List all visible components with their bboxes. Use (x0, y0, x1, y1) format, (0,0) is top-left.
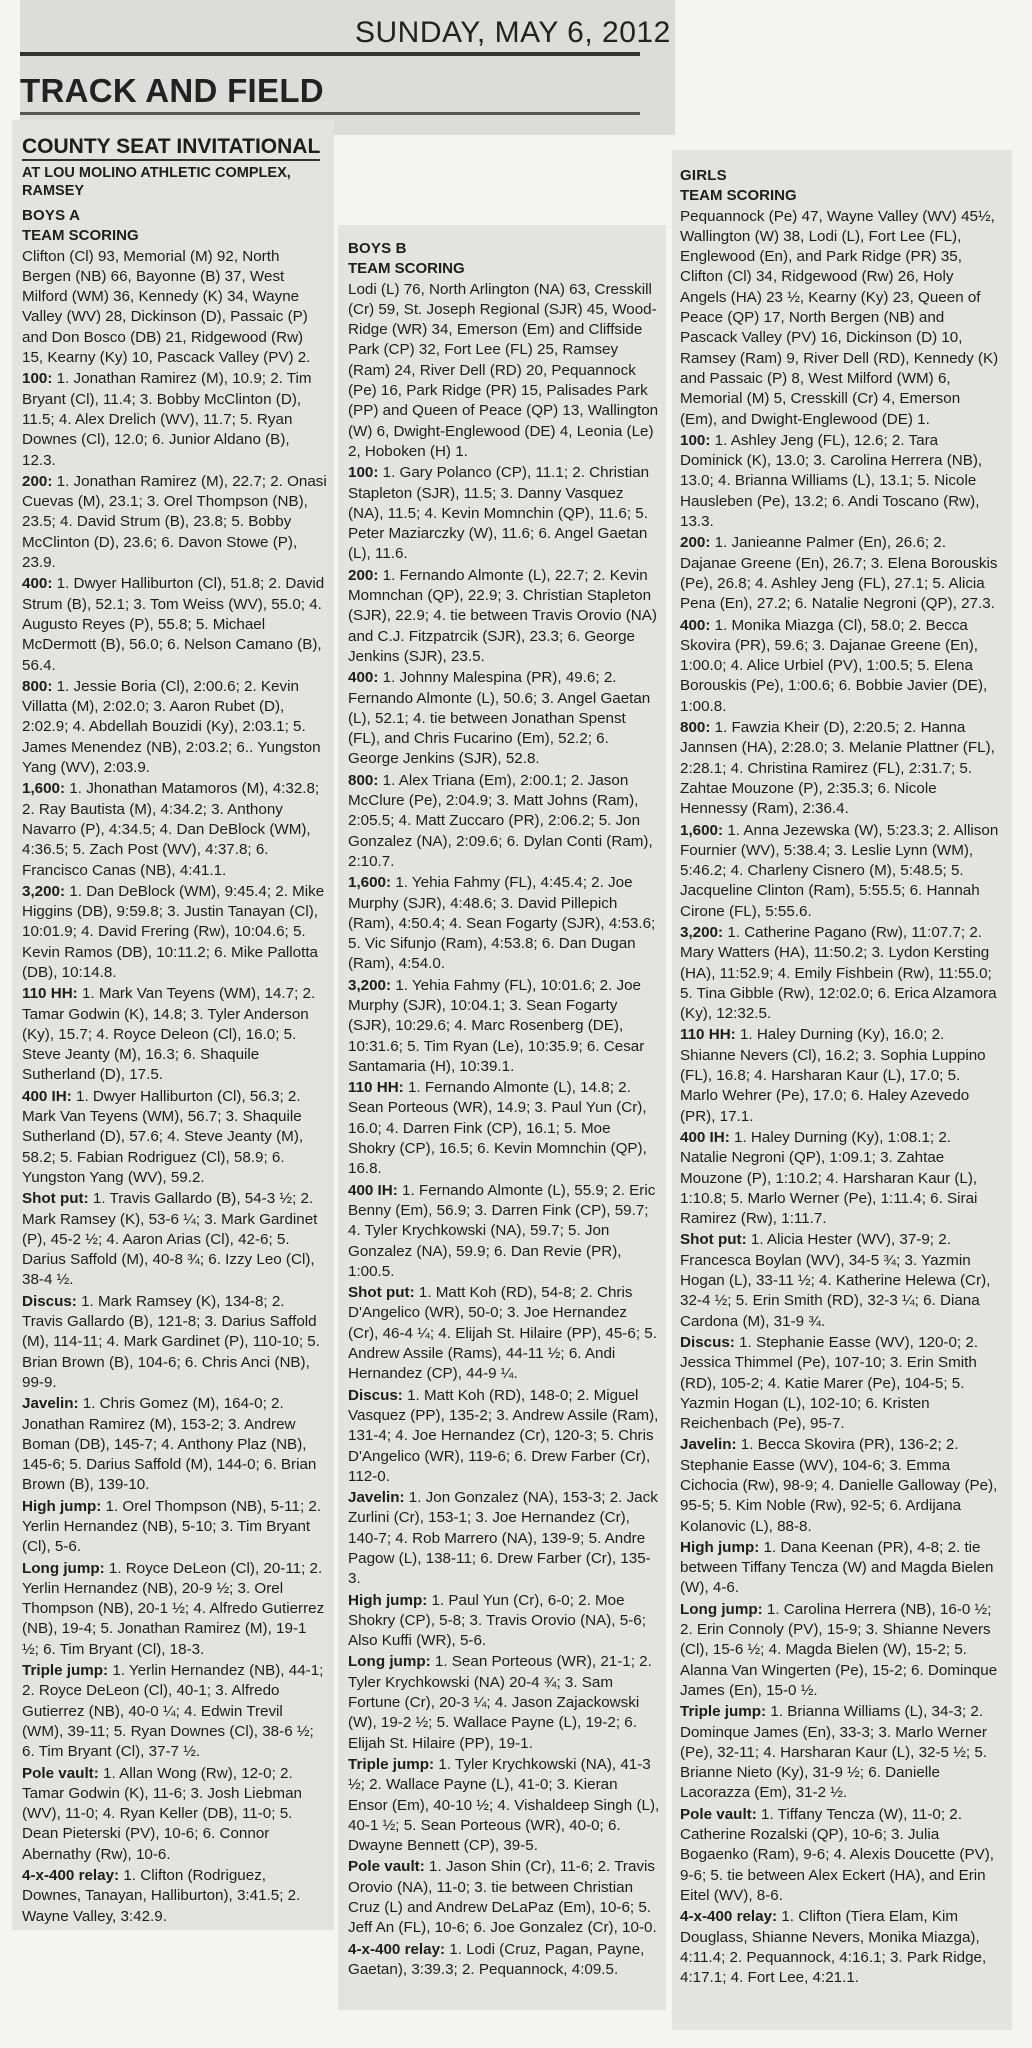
event-text: 1. Fawzia Kheir (D), 2:20.5; 2. Hanna Jannsen (HA), 2:28.0; 3. Melanie Plattner (FL), 2:28.1; 4. Christina Ramirez (FL), 2:31.7; 5. Zahtae Mouzone (P), 2:35.3; 6. Nicole Hennessy (Ram), 2:36.4. (680, 719, 995, 818)
event-name: Triple jump: (348, 1755, 435, 1773)
event-result (348, 1078, 660, 1179)
event-result (680, 718, 1000, 819)
event-result (348, 873, 660, 974)
event-text: 1. Travis Gallardo (B), 54-3 ½; 2. Mark Ramsey (K), 53-6 ¼; 3. Mark Gardinet (P), 45-2 ½; 4. Aaron Arias (Cl), 42-6; 5. Darius Saffold (M), 40-8 ¾; 6. Izzy Leo (Cl), 38-4 ½. (22, 1190, 318, 1289)
girls-heading: GIRLS (680, 167, 727, 184)
event-name: 400: (348, 669, 379, 687)
event-text: 1. Alicia Hester (WV), 37-9; 2. Francesca Boylan (WV), 34-5 ¾; 3. Yazmin Hogan (L), 33-11 ½; 4. Katherine Helewa (Cr), 32-4 ½; 5. Erin Smith (RD), 32-3 ¼; 6. Diana Cardona (M), 31-9 ¾. (680, 1231, 991, 1330)
girls-column (680, 160, 1000, 1989)
event-result (22, 1292, 327, 1393)
event-text: 1. Anna Jezewska (W), 5:23.3; 2. Allison Fournier (WV), 5:38.4; 3. Leslie Lynn (WM), 5:46.2; 4. Charleny Cisnero (M), 5:48.5; 5. Jacqueline Clinton (Ram), 5:55.5; 6. Hannah Cirone (FL), 5:55.6. (680, 821, 999, 920)
event-name: Triple jump: (680, 1703, 767, 1721)
event-text: 1. Fernando Almonte (L), 14.8; 2. Sean Porteous (WR), 14.9; 3. Paul Yun (Cr), 16.0; 4. Darren Fink (CP), 16.1; 5. Moe Shokry (CP), 16.5; 6. Kevin Momnchin (QP), 16.8. (348, 1079, 647, 1178)
event-result (680, 1128, 1000, 1229)
event-name: 1,600: (22, 780, 66, 798)
event-text: 1. Yehia Fahmy (FL), 4:45.4; 2. Joe Murphy (SJR), 4:48.6; 3. David Pillepich (Ram), 4:50.4; 4. Sean Fogarty (SJR), 4:53.6; 5. Vic Sifunjo (Ram), 4:53.8; 6. Dan Dugan (Ram), 4:54.0. (348, 874, 656, 973)
event-text: 1. Jason Shin (Cr), 11-6; 2. Travis Orovio (NA), 11-0; 3. tie between Christian Cruz (L) and Andrew DeLaPaz (Em), 10-6; 5. Jeff An (FL), 10-6; 6. Joe Gonzalez (Cr), 10-0. (348, 1858, 657, 1937)
event-text: 1. Haley Durning (Ky), 1:08.1; 2. Natalie Negroni (QP), 1:09.1; 3. Zahtae Mouzone (P), 1:10.2; 4. Harsharan Kaur (L), 1:10.8; 5. Marlo Werner (Pe), 1:11.4; 6. Sirai Ramirez (Rw), 1:11.7. (680, 1128, 978, 1228)
section-title: TRACK AND FIELD (20, 72, 324, 109)
event-name: High jump: (680, 1538, 760, 1556)
event-text: 1. Jhonathan Matamoros (M), 4:32.8; 2. Ray Bautista (M), 4:34.2; 3. Anthony Navarro (P), 4:34.5; 4. Dan DeBlock (WM), 4:36.5; 5. Zach Post (WV), 4:37.8; 6. Francisco Canas (NB), 4:41.1. (22, 780, 320, 879)
event-name: Triple jump: (22, 1662, 109, 1680)
event-result (680, 1435, 1000, 1536)
event-name: Pole vault: (22, 1764, 99, 1782)
event-text: 1. Jon Gonzalez (NA), 153-3; 2. Jack Zurlini (Cr), 153-1; 3. Joe Hernandez (Cr), 140-7; 4. Rob Marrero (NA), 139-9; 5. Andre Pagow (L), 138-11; 6. Drew Farber (Cr), 135-3. (348, 1489, 658, 1588)
event-name: 4-x-400 relay: (348, 1940, 446, 1958)
event-name: 400: (22, 575, 53, 593)
event-name: 3,200: (348, 976, 392, 994)
event-result (22, 472, 327, 573)
event-result (348, 1940, 660, 1981)
meet-location: AT LOU MOLINO ATHLETIC COMPLEX, RAMSEY (22, 165, 291, 199)
event-name: 400 IH: (680, 1128, 730, 1146)
event-text: 1. Fernando Almonte (L), 22.7; 2. Kevin Momnchan (QP), 22.9; 3. Christian Stapleton (SJR), 22.9; 4. tie between Travis Orovio (NA) and C.J. Fitzpatrcik (SJR), 23.3; 6. George Jenkins (SJR), 23.5. (348, 566, 657, 665)
event-result (22, 1497, 327, 1558)
event-name: Javelin: (348, 1489, 405, 1507)
event-result (22, 1559, 327, 1660)
event-text: 1. Matt Koh (RD), 148-0; 2. Miguel Vasquez (PP), 135-2; 3. Andrew Assile (Ram), 131-4; 4. Joe Hernandez (Cr), 120-3; 5. Chris D'Angelico (WR), 119-6; 6. Drew Farber (Cr), 112-0. (348, 1386, 659, 1485)
event-result (22, 1087, 327, 1188)
event-name: 110 HH: (348, 1079, 404, 1097)
event-result (22, 677, 327, 778)
event-result (680, 533, 1000, 614)
event-result (22, 1866, 327, 1927)
girls-team-scoring: Pequannock (Pe) 47, Wayne Valley (WV) 45½, Wallington (W) 38, Lodi (L), Fort Lee (FL), Englewood (En), and Park Ridge (PR) 35, Clifton (Cl) 34, Ridgewood (Rw) 26, Holy Angels (HA) 23 ½, Kearny (Ky) 23, Queen of Peace (QP) 17, North Bergen (NB) and Pascack Valley (PV) 16, Dickinson (D) 10, Ramsey (Ram) 9, River Dell (RD), Kennedy (K) and Passaic (P) 8, West Milford (WM) 6, Memorial (M) 5, Cresskill (Cr) 4, Emerson (Em), and Dwight-Englewood (DE) 1. (680, 207, 999, 428)
event-result (348, 1652, 660, 1753)
event-text: 1. Carolina Herrera (NB), 16-0 ½; 2. Erin Connoly (PV), 15-9; 3. Shianne Nevers (Cl), 15-6 ½; 4. Magda Bielen (W), 15-2; 5. Alanna Van Wingerten (Pe), 15-2; 6. Dominque James (En), 15-0 ½. (680, 1600, 998, 1699)
event-name: 3,200: (22, 882, 66, 900)
event-name: Discus: (22, 1292, 77, 1310)
event-result (22, 369, 327, 470)
event-text: 1. Yerlin Hernandez (NB), 44-1; 2. Royce DeLeon (Cl), 40-1; 3. Alfredo Gutierrez (NB), 40-0 ¼; 4. Edwin Trevil (WM), 39-11; 5. Ryan Downes (Cl), 38-6 ½; 6. Tim Bryant (Cl), 37-7 ½. (22, 1662, 324, 1761)
event-result (348, 976, 660, 1077)
event-name: 800: (680, 719, 711, 737)
event-result (22, 1394, 327, 1495)
event-name: Discus: (680, 1333, 735, 1351)
event-name: Pole vault: (348, 1858, 425, 1876)
event-result (680, 1805, 1000, 1906)
event-text: 1. Stephanie Easse (WV), 120-0; 2. Jessica Thimmel (Pe), 107-10; 3. Erin Smith (RD), 105-2; 4. Katie Marer (Pe), 104-5; 5. Yazmin Hogan (L), 102-10; 6. Kristen Reichenbach (Pe), 95-7. (680, 1333, 979, 1433)
event-result (22, 882, 327, 983)
event-text: 1. Johnny Malespina (PR), 49.6; 2. Fernando Almonte (L), 50.6; 3. Angel Gaetan (L), 52.1; 4. tie between Jonathan Spenst (FL), and Chris Fucarino (Em), 52.2; 6. George Jenkins (SJR), 52.8. (348, 669, 651, 768)
event-name: Shot put: (22, 1190, 89, 1208)
event-text: 1. Tiffany Tencza (W), 11-0; 2. Catherine Rozalski (QP), 10-6; 3. Julia Bogaenko (Ram), 9-6; 4. Alexis Doucette (PV), 9-6; 5. tie between Alex Eckert (HA), and Erin Eitel (WV), 8-6. (680, 1805, 995, 1904)
event-text: 1. Fernando Almonte (L), 55.9; 2. Eric Benny (Em), 56.9; 3. Darren Fink (CP), 59.7; 4. Tyler Krychkowski (NA), 59.7; 5. Jon Gonzalez (NA), 59.9; 6. Dan Revie (PR), 1:00.5. (348, 1181, 656, 1280)
title-rule (20, 112, 640, 115)
event-text: 1. Catherine Pagano (Rw), 11:07.7; 2. Mary Watters (HA), 11:50.2; 3. Lydon Kersting (HA), 11:52.9; 4. Emily Fishbein (Rw), 11:55.0; 5. Tina Gibble (Rw), 12:02.0; 6. Erica Alzamora (Ky), 12:32.5. (680, 923, 997, 1023)
event-name: 400 IH: (22, 1087, 72, 1105)
event-result (22, 984, 327, 1085)
event-text: 1. Matt Koh (RD), 54-8; 2. Chris D'Angelico (WR), 50-0; 3. Joe Hernandez (Cr), 46-4 ¼; 4. Elijah St. Hilaire (PP), 45-6; 5. Andrew Assile (Rams), 44-11 ½; 6. Andi Hernandez (CP), 44-9 ¼. (348, 1284, 657, 1383)
event-name: 200: (348, 566, 379, 584)
event-result (348, 1857, 660, 1938)
event-name: 100: (680, 431, 711, 449)
event-text: 1. Brianna Williams (L), 34-3; 2. Dominque James (En), 33-3; 3. Marlo Werner (Pe), 32-11; 4. Harsharan Kaur (L), 32-5 ½; 5. Brianne Nieto (Ky), 31-9 ½; 6. Danielle Lacorazza (Em), 31-2 ½. (680, 1703, 987, 1802)
event-text: 1. Sean Porteous (WR), 21-1; 2. Tyler Krychkowski (NA) 20-4 ¾; 3. Sam Fortune (Cr), 20-3 ¼; 4. Jason Zajackowski (W), 19-2 ½; 5. Wallace Payne (L), 19-2; 6. Elijah St. Hilaire (PP), 19-1. (348, 1653, 652, 1752)
event-result (348, 1283, 660, 1384)
event-name: 400: (680, 616, 711, 634)
boys-b-team-scoring: Lodi (L) 76, North Arlington (NA) 63, Cresskill (Cr) 59, St. Joseph Regional (SJR) 45, Wood-Ridge (WR) 34, Emerson (Em) and Cliffside Park (CP) 32, Fort Lee (FL) 25, Ramsey (Ram) 24, River Dell (RD) 20, Pequannock (Pe) 16, Park Ridge (PR) 15, Palisades Park (PP) and Queen of Peace (QP) 13, Wallington (W) 6, Dwight-Englewood (DE) 4, Leonia (Le) 2, Hoboken (H) 1. (348, 280, 659, 460)
event-result (680, 1600, 1000, 1701)
boys-b-heading: BOYS B (348, 240, 407, 257)
event-name: Shot put: (680, 1231, 747, 1249)
boys-a-heading: BOYS A (22, 207, 81, 224)
event-name: 100: (22, 370, 53, 388)
event-result (22, 1189, 327, 1290)
boys-b-events (348, 463, 660, 1980)
event-text: 1. Haley Durning (Ky), 16.0; 2. Shianne Nevers (Cl), 16.2; 3. Sophia Luppino (FL), 16.8; 4. Harsharan Kaur (L), 17.0; 5. Marlo Wehrer (Pe), 17.0; 6. Haley Azevedo (PR), 17.1. (680, 1026, 986, 1125)
event-result (348, 463, 660, 564)
event-text: 1. Allan Wong (Rw), 12-0; 2. Tamar Godwin (K), 11-6; 3. Josh Liebman (WV), 11-0; 4. Ryan Keller (DB), 11-0; 5. Dean Pieterski (PV), 10-6; 6. Connor Abernathy (Rw), 10-6. (22, 1764, 302, 1863)
event-result (348, 566, 660, 667)
event-name: Shot put: (348, 1284, 415, 1302)
event-text: 1. Jonathan Ramirez (M), 22.7; 2. Onasi Cuevas (M), 23.1; 3. Orel Thompson (NB), 23.5; 4. David Strum (B), 23.8; 5. Bobby McClinton (D), 23.6; 6. Davon Stowe (P), 23.9. (22, 472, 327, 572)
event-result (22, 779, 327, 880)
event-result (348, 1181, 660, 1282)
event-result (680, 1538, 1000, 1599)
event-result (348, 1386, 660, 1487)
event-name: High jump: (348, 1591, 428, 1609)
meet-title: COUNTY SEAT INVITATIONAL (22, 135, 327, 158)
event-result (348, 1591, 660, 1652)
event-result (680, 821, 1000, 922)
dateline: SUNDAY, MAY 6, 2012 (355, 16, 671, 49)
header-rule (20, 52, 640, 56)
boys-b-team-scoring-label: TEAM SCORING (348, 260, 465, 278)
event-text: 1. Tyler Krychkowski (NA), 41-3 ½; 2. Wallace Payne (L), 41-0; 3. Kieran Ensor (Em), 40-10 ½; 4. Vishaldeep Singh (L), 40-1 ½; 5. Sean Porteous (WR), 40-0; 6. Dwayne Bennett (CP), 39-5. (348, 1755, 660, 1855)
event-text: 1. Ashley Jeng (FL), 12.6; 2. Tara Dominick (K), 13.0; 3. Carolina Herrera (NB), 13.0; 4. Brianna Williams (L), 13.1; 5. Nicole Hausleben (Pe), 13.2; 6. Andi Toscano (Rw), 13.3. (680, 431, 983, 531)
event-name: 1,600: (348, 874, 392, 892)
event-name: 4-x-400 relay: (22, 1867, 120, 1885)
girls-team-scoring-label: TEAM SCORING (680, 187, 797, 205)
event-result (680, 1025, 1000, 1126)
event-name: 800: (22, 677, 53, 695)
event-name: Javelin: (680, 1436, 737, 1454)
event-name: 200: (22, 472, 53, 490)
event-text: 1. Mark Ramsey (K), 134-8; 2. Travis Gallardo (B), 121-8; 3. Darius Saffold (M), 114-11; 4. Mark Gardinet (P), 110-10; 5. Brian Brown (B), 104-6; 6. Chris Anci (NB), 99-9. (22, 1292, 320, 1391)
event-result (680, 1230, 1000, 1331)
boys-b-column (348, 233, 660, 1981)
event-text: 1. Paul Yun (Cr), 6-0; 2. Moe Shokry (CP), 5-8; 3. Travis Orovio (NA), 5-6; Also Kuffi (WR), 5-6. (348, 1591, 646, 1650)
event-result (22, 574, 327, 675)
boys-a-team-scoring: Clifton (Cl) 93, Memorial (M) 92, North Bergen (NB) 66, Bayonne (B) 37, West Milford (WM) 36, Kennedy (K) 34, Wayne Valley (WV) 28, Dickinson (D), Passaic (P) and Don Bosco (DB) 21, Ridgewood (Rw) 15, Kearny (Ky) 10, Pascack Valley (PV) 2. (22, 247, 311, 367)
event-text: 1. Alex Triana (Em), 2:00.1; 2. Jason McClure (Pe), 2:04.9; 3. Matt Johns (Ram), 2:05.5; 4. Matt Zuccaro (PR), 2:06.2; 5. Jon Gonzalez (NA), 2:09.6; 6. Dylan Conti (Ram), 2:10.7. (348, 771, 653, 870)
event-name: 400 IH: (348, 1181, 398, 1199)
event-name: 800: (348, 771, 379, 789)
event-text: 1. Monika Miazga (Cl), 58.0; 2. Becca Skovira (PR), 59.6; 3. Dajanae Greene (En), 1:00.0; 4. Alice Urbiel (PV), 1:00.5; 5. Elena Borouskis (Pe), 1:00.6; 6. Bobbie Javier (DE), 1:00.8. (680, 616, 988, 715)
event-name: 3,200: (680, 923, 724, 941)
event-result (680, 923, 1000, 1024)
event-text: 1. Clifton (Tiera Elam, Kim Douglass, Shianne Nevers, Monika Miazga), 4:11.4; 2. Pequannock, 4:16.1; 3. Park Ridge, 4:17.1; 4. Fort Lee, 4:21.1. (680, 1908, 987, 1987)
event-text: 1. Dana Keenan (PR), 4-8; 2. tie between Tiffany Tencza (W) and Magda Bielen (W), 4-6. (680, 1538, 994, 1597)
event-result (22, 1661, 327, 1762)
event-result (680, 431, 1000, 532)
event-result (680, 616, 1000, 717)
event-name: Discus: (348, 1386, 403, 1404)
event-text: 1. Dan DeBlock (WM), 9:45.4; 2. Mike Higgins (DB), 9:59.8; 3. Justin Tanayan (Cl), 10:01.9; 4. David Frering (Rw), 10:04.6; 5. Kevin Ramos (DB), 10:11.2; 6. Mike Pallotta (DB), 10:14.8. (22, 882, 325, 981)
event-result (680, 1907, 1000, 1988)
event-text: 1. Yehia Fahmy (FL), 10:01.6; 2. Joe Murphy (SJR), 10:04.1; 3. Sean Fogarty (SJR), 10:29.6; 4. Marc Rosenberg (DE), 10:31.6; 5. Tim Ryan (Le), 10:35.9; 6. Cesar Santamaria (H), 10:39.1. (348, 976, 645, 1075)
event-name: Long jump: (22, 1559, 105, 1577)
event-name: 110 HH: (22, 985, 78, 1003)
event-text: 1. Chris Gomez (M), 164-0; 2. Jonathan Ramirez (M), 153-2; 3. Andrew Boman (DB), 145-7; 4. Anthony Plaz (NB), 145-6; 5. Darius Saffold (M), 144-0; 6. Brian Brown (B), 139-10. (22, 1395, 317, 1494)
event-text: 1. Orel Thompson (NB), 5-11; 2. Yerlin Hernandez (NB), 5-10; 3. Tim Bryant (Cl), 5-6. (22, 1497, 322, 1556)
boys-a-team-scoring-label: TEAM SCORING (22, 227, 139, 245)
boys-a-events (22, 369, 327, 1927)
event-name: 1,600: (680, 821, 724, 839)
event-result (348, 771, 660, 872)
event-result (348, 1755, 660, 1856)
event-text: 1. Dwyer Halliburton (Cl), 56.3; 2. Mark Van Teyens (WM), 56.7; 3. Shaquile Sutherland (D), 57.6; 4. Steve Jeanty (M), 58.2; 5. Fabian Rodriguez (Cl), 58.9; 6. Yungston Yang (WV), 59.2. (22, 1087, 304, 1186)
event-text: 1. Janieanne Palmer (En), 26.6; 2. Dajanae Greene (En), 26.7; 3. Elena Borouskis (Pe), 26.8; 4. Ashley Jeng (FL), 27.1; 5. Alicia Pena (En), 27.2; 6. Natalie Negroni (QP), 27.3. (680, 534, 998, 613)
event-result (348, 668, 660, 769)
event-text: 1. Dwyer Halliburton (Cl), 51.8; 2. David Strum (B), 52.1; 3. Tom Weiss (WV), 55.0; 4. Augusto Reyes (P), 55.8; 5. Michael McDermott (B), 56.0; 6. Nelson Camano (B), 56.4. (22, 575, 325, 674)
event-text: 1. Clifton (Rodriguez, Downes, Tanayan, Halliburton), 3:41.5; 2. Wayne Valley, 3:42.9. (22, 1867, 301, 1925)
event-name: 4-x-400 relay: (680, 1908, 778, 1926)
event-result (22, 1764, 327, 1865)
event-result (348, 1488, 660, 1589)
event-text: 1. Gary Polanco (CP), 11.1; 2. Christian Stapleton (SJR), 11.5; 3. Danny Vasquez (NA), 11.5; 4. Kevin Momnchin (QP), 11.6; 5. Peter Maziarczky (W), 11.6; 6. Angel Gaetan (L), 11.6. (348, 464, 650, 563)
event-text: 1. Royce DeLeon (Cl), 20-11; 2. Yerlin Hernandez (NB), 20-9 ½; 3. Orel Thompson (NB), 20-1 ½; 4. Alfredo Gutierrez (NB), 19-4; 5. Jonathan Ramirez (M), 19-1 ½; 6. Tim Bryant (Cl), 18-3. (22, 1559, 325, 1658)
event-name: 100: (348, 464, 379, 482)
event-text: 1. Jonathan Ramirez (M), 10.9; 2. Tim Bryant (Cl), 11.4; 3. Bobby McClinton (D), 11.5; 4. Alex Drelich (WV), 11.7; 5. Ryan Downes (Cl), 12.0; 6. Junior Aldano (B), 12.3. (22, 370, 312, 469)
event-text: 1. Lodi (Cruz, Pagan, Payne, Gaetan), 3:39.3; 2. Pequannock, 4:09.5. (348, 1940, 645, 1978)
event-text: 1. Jessie Boria (Cl), 2:00.6; 2. Kevin Villatta (M), 2:02.0; 3. Aaron Rubet (D), 2:02.9; 4. Abdellah Bouzidi (Ky), 2:03.1; 5. James Menendez (NB), 2:03.2; 6.. Yungston Yang (WV), 2:03.9. (22, 677, 321, 777)
event-name: 110 HH: (680, 1026, 736, 1044)
event-name: 200: (680, 534, 711, 552)
event-result (680, 1333, 1000, 1434)
event-text: 1. Mark Van Teyens (WM), 14.7; 2. Tamar Godwin (K), 14.8; 3. Tyler Anderson (Ky), 15.7; 4. Royce Deleon (Cl), 16.0; 5. Steve Jeanty (M), 16.3; 6. Shaquile Sutherland (D), 17.5. (22, 985, 316, 1084)
event-name: Javelin: (22, 1395, 79, 1413)
girls-events (680, 431, 1000, 1989)
event-name: High jump: (22, 1497, 102, 1515)
event-name: Long jump: (348, 1653, 431, 1671)
event-result (680, 1702, 1000, 1803)
event-name: Long jump: (680, 1600, 763, 1618)
boys-a-column (22, 135, 327, 1928)
event-text: 1. Becca Skovira (PR), 136-2; 2. Stephanie Easse (WV), 104-6; 3. Emma Cichocia (Rw), 98-9; 4. Danielle Galloway (Pe), 95-5; 5. Kim Noble (Rw), 92-5; 6. Ardijana Kolanovic (L), 88-8. (680, 1436, 998, 1535)
event-name: Pole vault: (680, 1805, 757, 1823)
